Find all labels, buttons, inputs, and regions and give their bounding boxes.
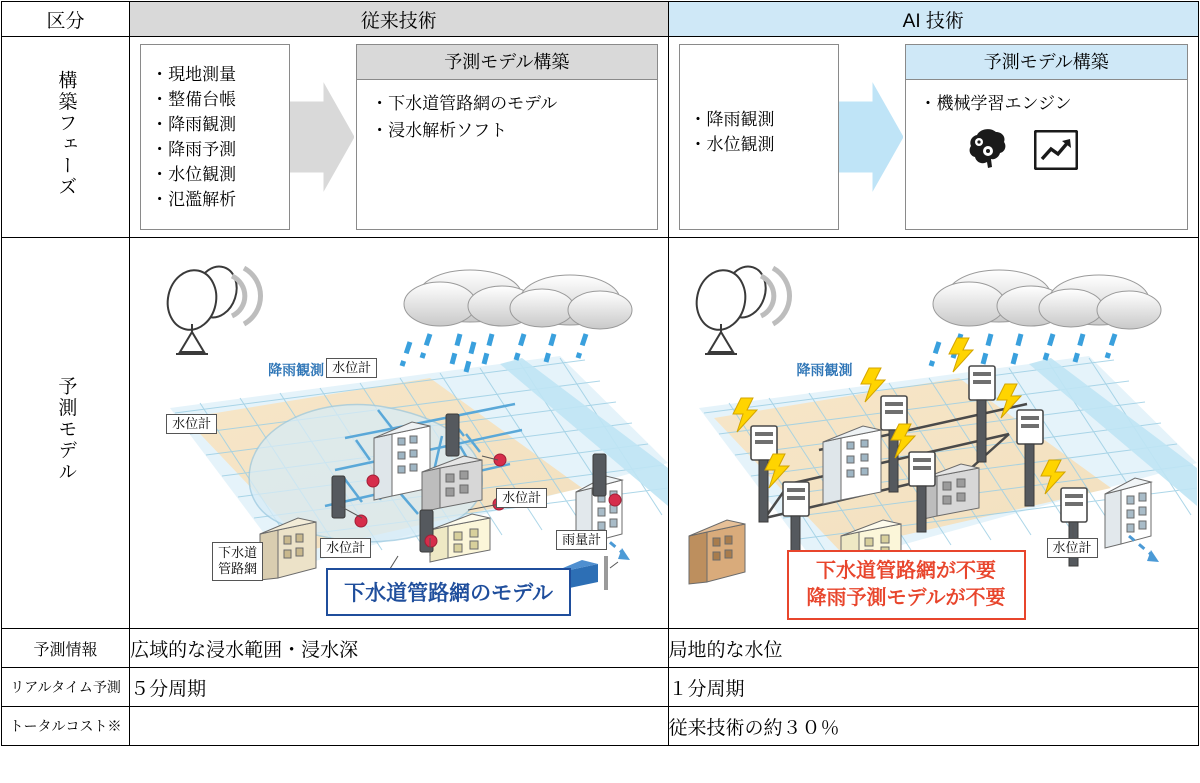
ai-callout [787, 550, 1026, 620]
row-forecast-info [2, 629, 1199, 668]
conventional-model-box [356, 44, 657, 230]
row-prediction-model [2, 238, 1199, 629]
ai-callout-line-1: 下水道管路網が不要 [816, 560, 997, 582]
conventional-inputs-box: ・現地測量 ・整備台帳 ・降雨観測 ・降雨予測 ・水位観測 ・氾濫解析 [140, 44, 290, 230]
conventional-model-title: 予測モデル構築 [357, 45, 656, 80]
arrow-right-icon [290, 82, 354, 192]
rain-gauge-tag: 雨量計 [556, 530, 607, 550]
water-gauge-tag: 水位計 [496, 488, 547, 508]
row-realtime [2, 668, 1199, 707]
header-conventional: 従来技術 [130, 2, 668, 37]
forecast-info-conventional: 広域的な浸水範囲・浸水深 [130, 629, 668, 668]
cell-model-ai [668, 238, 1198, 629]
header-category: 区分 [2, 2, 130, 37]
water-gauge-tag: 水位計 [320, 538, 371, 558]
row-label-build-phase: 構築フェーズ [2, 37, 130, 238]
table-header-row [2, 2, 1199, 37]
conventional-callout: 下水道管路網のモデル [326, 568, 571, 616]
ai-inputs-box: ・降雨観測 ・水位観測 [679, 44, 839, 230]
sewer-network-tag: 下水道 管路網 [212, 542, 263, 581]
water-gauge-tag: 水位計 [1047, 538, 1098, 558]
row-label-cost: トータルコスト※ [2, 707, 130, 746]
cost-ai: 従来技術の約３０％ [668, 707, 1198, 746]
row-label-forecast-info: 予測情報 [2, 629, 130, 668]
rain-observation-label: 降雨観測 [796, 362, 853, 378]
cell-phase-ai [668, 37, 1198, 238]
realtime-ai: １分周期 [668, 668, 1198, 707]
header-ai: AI 技術 [668, 2, 1198, 37]
ai-model-box [905, 44, 1188, 230]
arrow-right-icon [839, 82, 903, 192]
trend-chart-icon [1034, 130, 1078, 178]
ai-model-title: 予測モデル構築 [906, 45, 1187, 80]
row-build-phase [2, 37, 1199, 238]
brain-gear-icon [966, 126, 1012, 178]
water-gauge-tag: 水位計 [166, 414, 217, 434]
water-gauge-tag: 水位計 [326, 358, 377, 378]
row-label-prediction-model: 予測モデル [2, 238, 130, 629]
row-label-realtime: リアルタイム予測 [2, 668, 130, 707]
row-cost [2, 707, 1199, 746]
forecast-info-ai: 局地的な水位 [668, 629, 1198, 668]
ai-illustration [669, 238, 1198, 628]
ai-model-items: ・機械学習エンジン [906, 80, 1187, 229]
ai-callout-line-2: 降雨予測モデルが不要 [806, 587, 1006, 609]
cost-conventional [130, 707, 668, 746]
cell-model-conventional [130, 238, 668, 629]
conventional-illustration [130, 238, 667, 628]
rain-observation-label: 降雨観測 [268, 362, 325, 378]
comparison-table [1, 1, 1199, 746]
realtime-conventional: ５分周期 [130, 668, 668, 707]
conventional-model-items: ・下水道管路網のモデル ・浸水解析ソフト [371, 94, 558, 141]
cell-phase-conventional [130, 37, 668, 238]
